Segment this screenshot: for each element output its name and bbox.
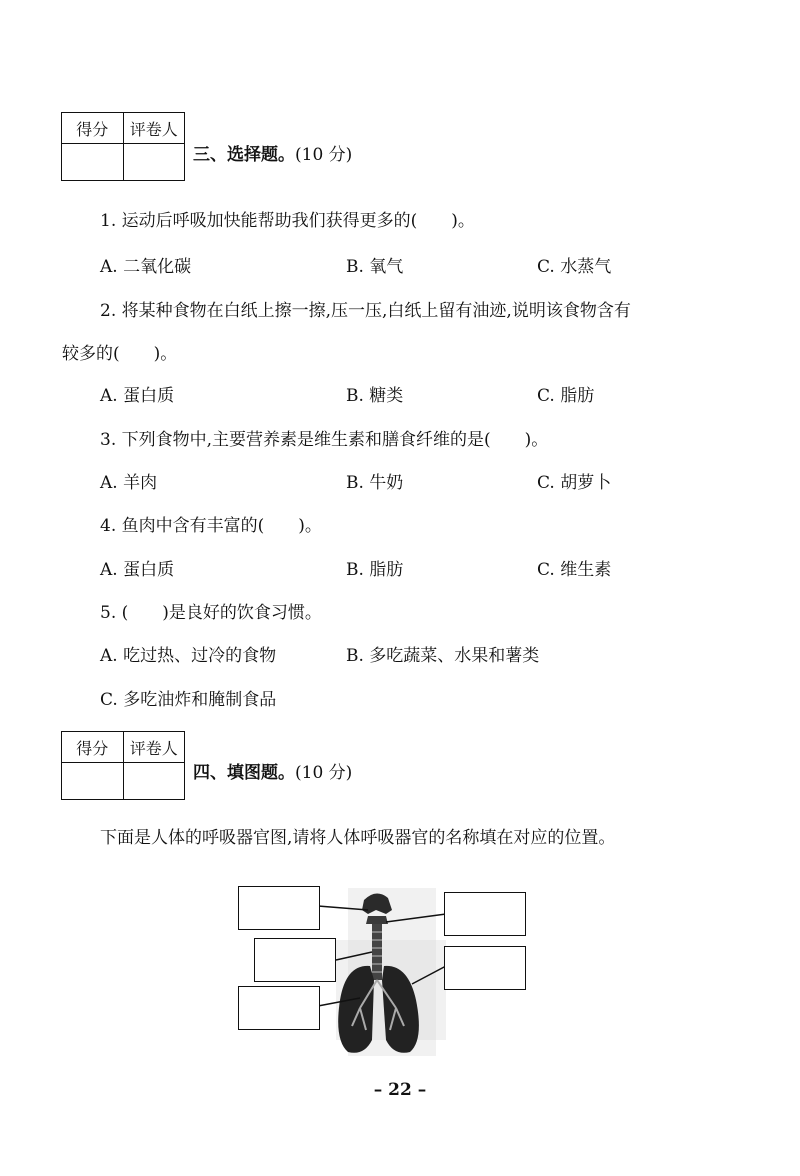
question-3-option-b[interactable]: B. 牛奶 <box>346 473 404 493</box>
grader-header: 评卷人 <box>123 732 185 763</box>
question-3-option-c[interactable]: C. 胡萝卜 <box>537 473 612 493</box>
question-4-option-a[interactable]: A. 蛋白质 <box>100 560 175 580</box>
section4-points: (10 分) <box>295 763 353 783</box>
label-box-throat[interactable] <box>444 892 526 936</box>
question-1-option-c[interactable]: C. 水蒸气 <box>537 257 612 277</box>
question-2-stem: 2. 将某种食物在白纸上擦一擦,压一压,白纸上留有油迹,说明该食物含有 <box>100 301 631 321</box>
section3-title <box>193 140 352 165</box>
section4-instruction: 下面是人体的呼吸器官图,请将人体呼吸器官的名称填在对应的位置。 <box>100 828 616 848</box>
label-box-trachea[interactable] <box>254 938 336 982</box>
score-table-section4 <box>61 731 185 800</box>
question-2-option-c[interactable]: C. 脂肪 <box>537 386 595 406</box>
question-4-option-b[interactable]: B. 脂肪 <box>346 560 404 580</box>
label-box-lung[interactable] <box>444 946 526 990</box>
score-header: 得分 <box>62 113 124 144</box>
grader-cell[interactable] <box>123 763 185 800</box>
question-5-option-b[interactable]: B. 多吃蔬菜、水果和薯类 <box>346 646 540 666</box>
question-5-option-a[interactable]: A. 吃过热、过冷的食物 <box>100 646 277 666</box>
section4-title-text: 四、填图题。 <box>193 763 295 783</box>
question-4-option-c[interactable]: C. 维生素 <box>537 560 612 580</box>
label-box-nose[interactable] <box>238 886 320 930</box>
question-1-stem: 1. 运动后呼吸加快能帮助我们获得更多的( )。 <box>100 211 475 231</box>
question-5-stem: 5. ( )是良好的饮食习惯。 <box>100 603 322 623</box>
score-header: 得分 <box>62 732 124 763</box>
question-1-option-b[interactable]: B. 氧气 <box>346 257 404 277</box>
question-5-option-c[interactable]: C. 多吃油炸和腌制食品 <box>100 690 277 710</box>
question-2-option-b[interactable]: B. 糖类 <box>346 386 404 406</box>
question-3-stem: 3. 下列食物中,主要营养素是维生素和膳食纤维的是( )。 <box>100 430 549 450</box>
question-3-option-a[interactable]: A. 羊肉 <box>100 473 158 493</box>
section4-title <box>193 758 352 783</box>
label-box-bronchi[interactable] <box>238 986 320 1030</box>
page-number: – 22 – <box>373 1080 427 1100</box>
question-2-option-a[interactable]: A. 蛋白质 <box>100 386 175 406</box>
section3-points: (10 分) <box>295 145 353 165</box>
section3-title-text: 三、选择题。 <box>193 145 295 165</box>
score-cell[interactable] <box>62 144 124 181</box>
grader-cell[interactable] <box>123 144 185 181</box>
question-1-option-a[interactable]: A. 二氧化碳 <box>100 257 192 277</box>
score-cell[interactable] <box>62 763 124 800</box>
score-table-section3 <box>61 112 185 181</box>
grader-header: 评卷人 <box>123 113 185 144</box>
question-4-stem: 4. 鱼肉中含有丰富的( )。 <box>100 516 322 536</box>
respiratory-figure <box>236 880 531 1060</box>
question-2-stem-cont: 较多的( )。 <box>62 344 178 364</box>
